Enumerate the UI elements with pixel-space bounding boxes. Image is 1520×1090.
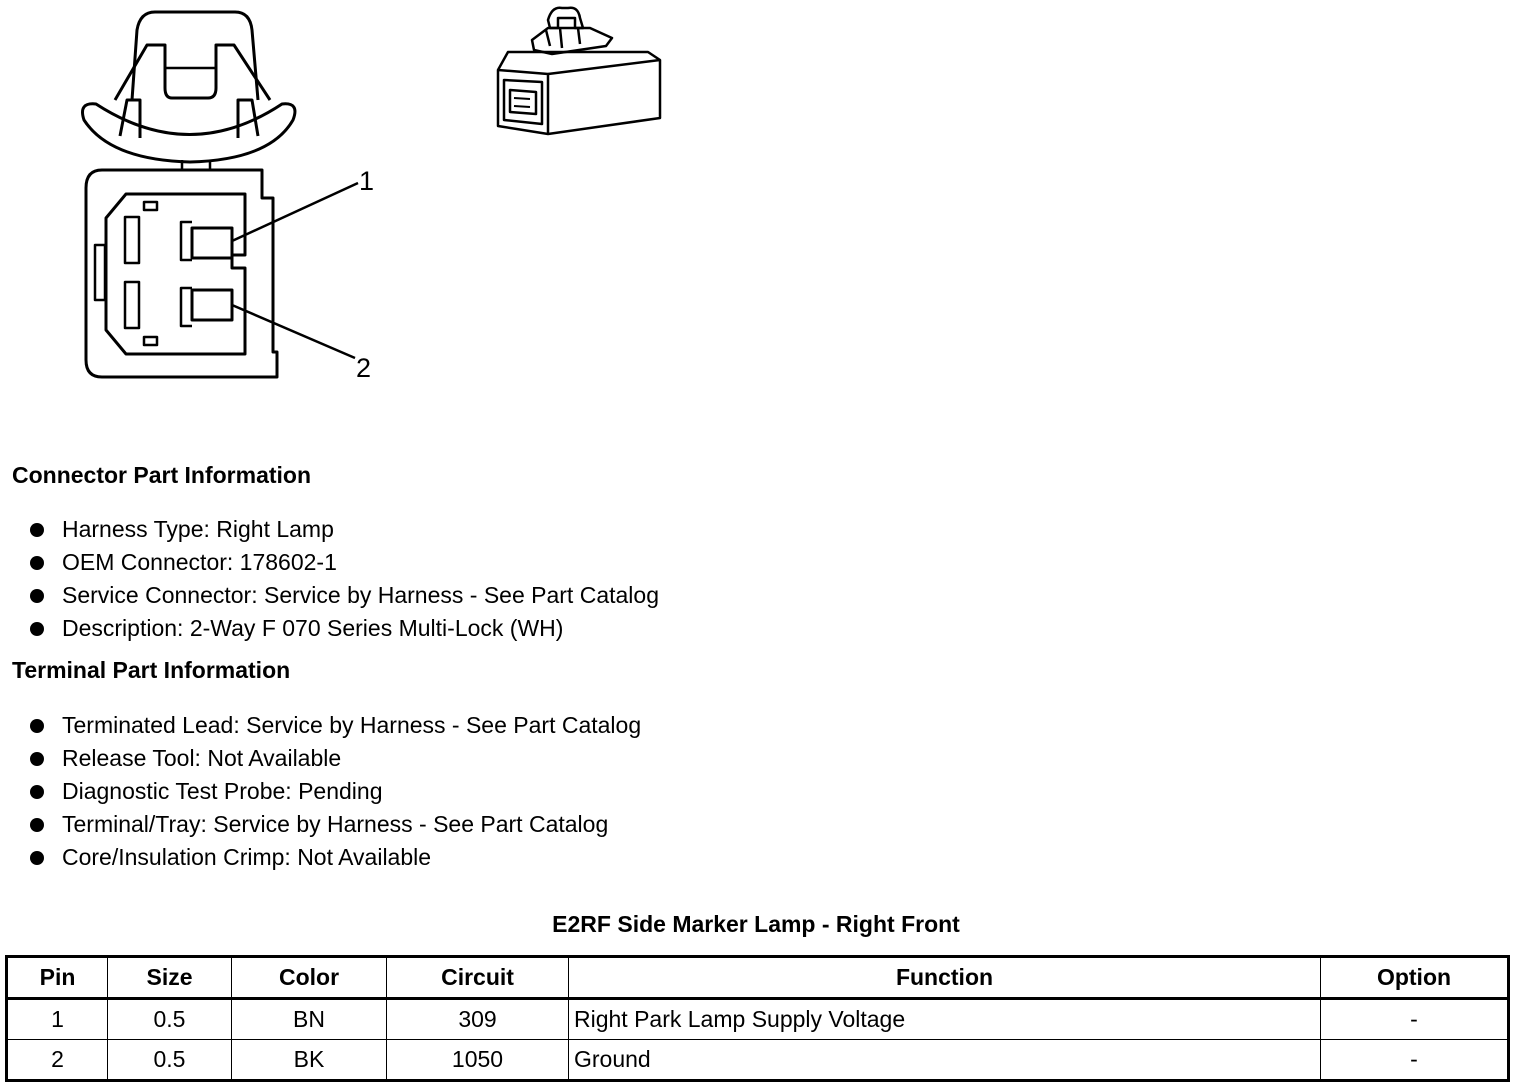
terminal-info-list <box>0 709 641 874</box>
terminal-2 <box>192 290 232 320</box>
list-item: Terminal/Tray: Service by Harness - See Part Catalog <box>0 808 641 841</box>
list-item: Release Tool: Not Available <box>0 742 641 775</box>
callout-line-2 <box>232 305 355 358</box>
cell-circuit: 309 <box>387 999 569 1040</box>
list-item: Terminated Lead: Service by Harness - See Part Catalog <box>0 709 641 742</box>
cell-size: 0.5 <box>108 999 232 1040</box>
header-option: Option <box>1321 957 1509 999</box>
header-color: Color <box>232 957 387 999</box>
pinout-table <box>5 955 1510 1082</box>
terminal-1 <box>192 228 232 258</box>
cell-option: - <box>1321 1040 1509 1081</box>
list-item: Description: 2-Way F 070 Series Multi-Lock (WH) <box>0 612 659 645</box>
locking-clip <box>83 12 295 170</box>
table-caption: E2RF Side Marker Lamp - Right Front <box>552 911 960 937</box>
table-header-row <box>7 957 1509 999</box>
cell-option: - <box>1321 999 1509 1040</box>
list-item: Harness Type: Right Lamp <box>0 513 659 546</box>
connector-info-title: Connector Part Information <box>12 462 312 488</box>
list-item: Service Connector: Service by Harness - See Part Catalog <box>0 579 659 612</box>
connector-body <box>86 170 277 377</box>
connector-3d-inset <box>498 8 660 134</box>
cell-pin: 2 <box>7 1040 108 1081</box>
cell-function: Right Park Lamp Supply Voltage <box>569 999 1321 1040</box>
connector-info-list <box>0 513 659 645</box>
cell-pin: 1 <box>7 999 108 1040</box>
header-size: Size <box>108 957 232 999</box>
cell-color: BK <box>232 1040 387 1081</box>
header-pin: Pin <box>7 957 108 999</box>
cell-size: 0.5 <box>108 1040 232 1081</box>
list-item: OEM Connector: 178602-1 <box>0 546 659 579</box>
cell-function: Ground <box>569 1040 1321 1081</box>
cell-circuit: 1050 <box>387 1040 569 1081</box>
table-row <box>7 999 1509 1040</box>
header-circuit: Circuit <box>387 957 569 999</box>
connector-diagram <box>0 0 700 400</box>
callout-2: 2 <box>356 353 372 383</box>
terminal-info-title: Terminal Part Information <box>12 657 291 683</box>
callout-line-1 <box>232 183 358 241</box>
list-item: Diagnostic Test Probe: Pending <box>0 775 641 808</box>
callout-1: 1 <box>359 166 375 196</box>
cell-color: BN <box>232 999 387 1040</box>
list-item: Core/Insulation Crimp: Not Available <box>0 841 641 874</box>
table-row <box>7 1040 1509 1081</box>
header-function: Function <box>569 957 1321 999</box>
